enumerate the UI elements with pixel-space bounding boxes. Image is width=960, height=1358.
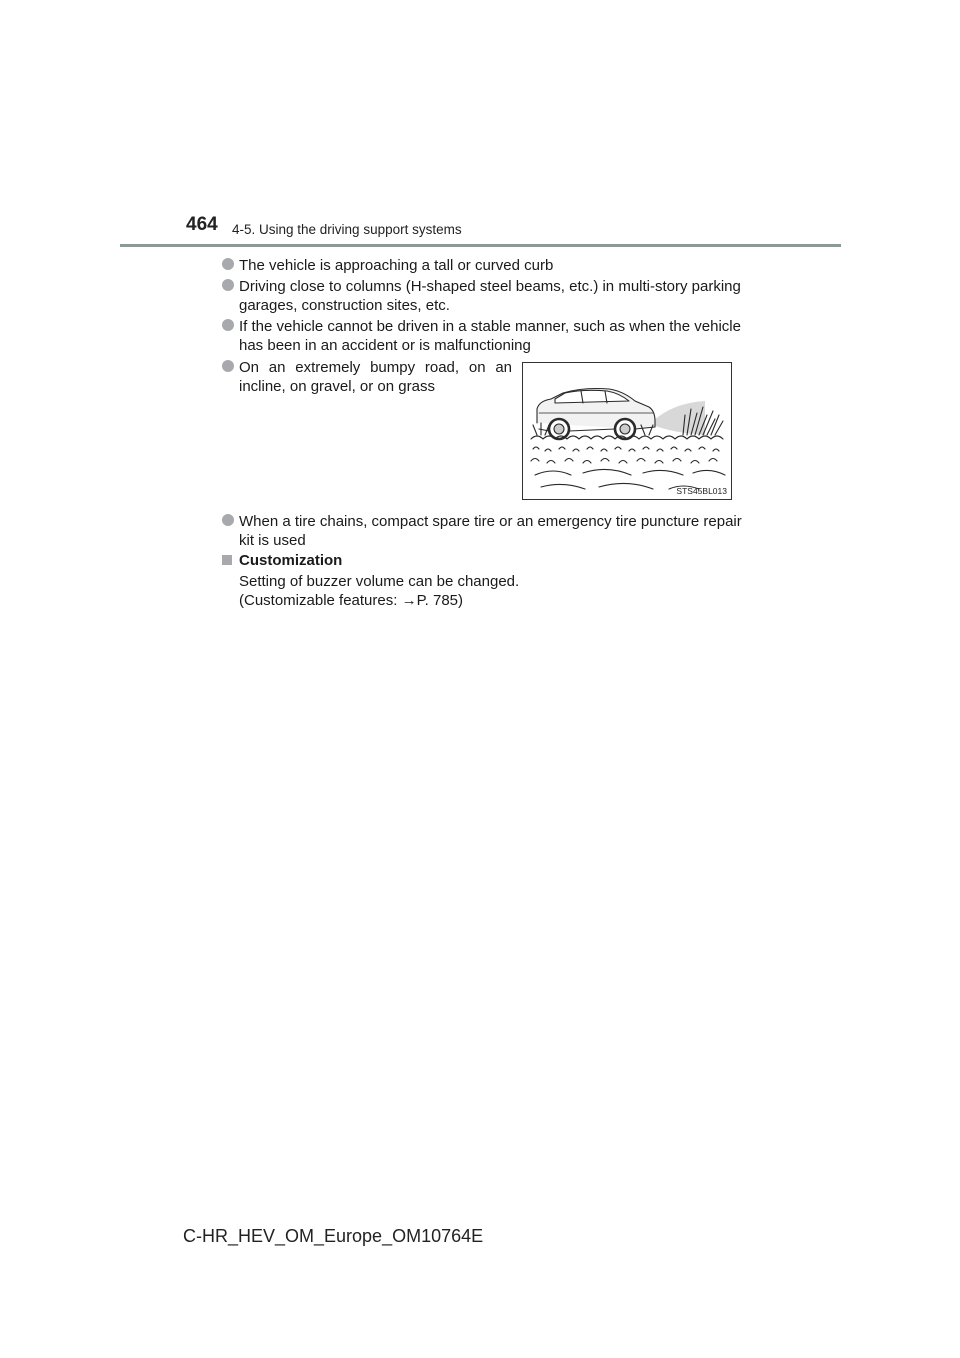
customization-heading-text: Customization (239, 552, 343, 569)
page-number: 464 (186, 214, 218, 235)
list-item-text-line1: Driving close to columns (H-shaped steel beams, etc.) in multi-story parking (239, 278, 741, 295)
customization-heading (222, 551, 342, 570)
list-item (222, 317, 741, 355)
bullet-icon (222, 258, 234, 270)
list-item (222, 512, 742, 550)
section-title: 4-5. Using the driving support systems (232, 222, 462, 237)
square-bullet-icon (222, 555, 232, 565)
vehicle-on-rough-terrain-illustration (522, 362, 732, 500)
list-item (222, 277, 741, 315)
bullet-icon (222, 514, 234, 526)
list-item-text-line1: If the vehicle cannot be driven in a stable manner, such as when the vehicle (239, 318, 741, 335)
list-item-text-line1: On an extremely bumpy road, on an (239, 359, 512, 376)
bullet-icon (222, 279, 234, 291)
list-item (222, 256, 553, 275)
list-item (222, 358, 512, 396)
car-on-bumpy-road-image (523, 363, 733, 501)
customization-line2-prefix: (Customizable features: (239, 592, 402, 609)
customization-line2 (239, 591, 463, 610)
figure-code: STS45BL013 (676, 486, 727, 496)
list-item-text-line2: garages, construction sites, etc. (239, 297, 450, 314)
list-item-text: The vehicle is approaching a tall or curved curb (239, 257, 554, 274)
bullet-icon (222, 319, 234, 331)
arrow-icon: → (401, 592, 417, 609)
header-divider (120, 244, 841, 247)
list-item-text-line1: When a tire chains, compact spare tire or an emergency tire puncture repair (239, 513, 742, 530)
document-code: C-HR_HEV_OM_Europe_OM10764E (183, 1226, 484, 1246)
page-reference-link[interactable]: P. 785) (416, 592, 464, 609)
bullet-icon (222, 360, 234, 372)
list-item-text-line2: incline, on gravel, or on grass (239, 378, 435, 395)
list-item-text-line2: has been in an accident or is malfunctioning (239, 337, 531, 354)
customization-line1: Setting of buzzer volume can be changed. (239, 573, 520, 590)
list-item-text-line2: kit is used (239, 532, 306, 549)
